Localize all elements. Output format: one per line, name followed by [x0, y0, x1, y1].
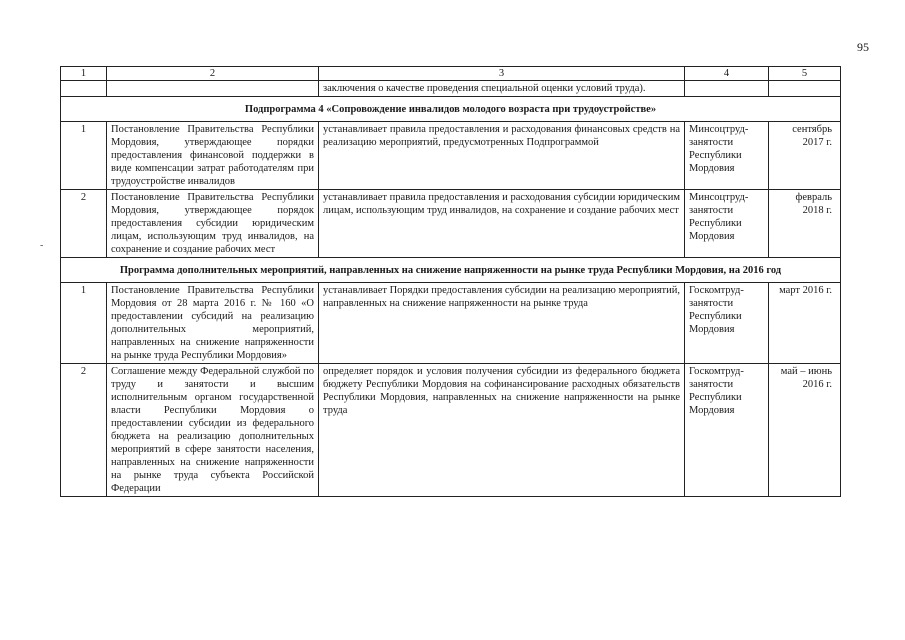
- row-organization: Госкомтруд-занятости Республики Мордовия: [685, 364, 769, 497]
- header-cell-num: 1: [61, 67, 107, 81]
- table-row-continuation: [61, 81, 841, 97]
- row-document: Постановление Правительства Республики Мордовия от 28 марта 2016 г. № 160 «О предоставлении субсидий на реализацию дополнительных мероприятий, направленных на снижение напряженности на рынке труда Республики Мордовия»: [107, 283, 319, 364]
- row-date: февраль 2018 г.: [769, 190, 841, 258]
- row-num: 2: [61, 364, 107, 497]
- row-document: Постановление Правительства Республики Мордовия, утверждающее порядок предоставления субсидии юридическим лицам, использующим труд инвалидов, на сохранение и создание рабочих мест: [107, 190, 319, 258]
- row-document: [107, 81, 319, 97]
- row-description: устанавливает правила предоставления и расходования субсидии юридическим лицам, использующим труд инвалидов, на сохранение и создание рабочих мест: [319, 190, 685, 258]
- section-title-row: [61, 258, 841, 283]
- row-organization: Госкомтруд-занятости Республики Мордовия: [685, 283, 769, 364]
- section-title: Программа дополнительных мероприятий, направленных на снижение напряженности на рынке труда Республики Мордовия, на 2016 год: [61, 258, 841, 283]
- row-document: Соглашение между Федеральной службой по труду и занятости и высшим исполнительным органом государственной власти Республики Мордовия о предоставлении субсидии из федерального бюджета на реализацию дополнительных мероприятий в сфере занятости населения, направленных на снижение напряженности на рынке труда субъекта Российской Федерации: [107, 364, 319, 497]
- row-organization: [685, 81, 769, 97]
- row-document: Постановление Правительства Республики Мордовия, утверждающее порядки предоставления финансовой поддержки в виде компенсации затрат работодателям при трудоустройстве инвалидов: [107, 122, 319, 190]
- row-date: [769, 81, 841, 97]
- row-num: [61, 81, 107, 97]
- header-cell-org: 4: [685, 67, 769, 81]
- header-cell-desc: 3: [319, 67, 685, 81]
- row-date: март 2016 г.: [769, 283, 841, 364]
- table-row: [61, 190, 841, 258]
- row-description: заключения о качестве проведения специальной оценки условий труда).: [319, 81, 685, 97]
- row-date: май – июнь 2016 г.: [769, 364, 841, 497]
- document-table: [60, 66, 841, 497]
- header-cell-doc: 2: [107, 67, 319, 81]
- row-date: сентябрь 2017 г.: [769, 122, 841, 190]
- row-organization: Минсоцтруд-занятости Республики Мордовия: [685, 190, 769, 258]
- row-num: 1: [61, 283, 107, 364]
- header-cell-date: 5: [769, 67, 841, 81]
- row-description: определяет порядок и условия получения субсидии из федерального бюджета бюджету Республики Мордовия на софинансирование расходных обязательств Республики Мордовия, направленных на снижение напряженности на рынке труда: [319, 364, 685, 497]
- stray-mark: -: [40, 240, 44, 251]
- row-num: 1: [61, 122, 107, 190]
- row-description: устанавливает Порядки предоставления субсидии на реализацию мероприятий, направленных на снижение напряженности на рынке труда: [319, 283, 685, 364]
- page-number: 95: [857, 40, 869, 54]
- row-description: устанавливает правила предоставления и расходования финансовых средств на реализацию мероприятий, предусмотренных Подпрограммой: [319, 122, 685, 190]
- row-num: 2: [61, 190, 107, 258]
- header-row: [61, 67, 841, 81]
- section-title: Подпрограмма 4 «Сопровождение инвалидов молодого возраста при трудоустройстве»: [61, 97, 841, 122]
- table-row: [61, 364, 841, 497]
- table-row: [61, 122, 841, 190]
- section-title-row: [61, 97, 841, 122]
- row-organization: Минсоцтруд-занятости Республики Мордовия: [685, 122, 769, 190]
- table-row: [61, 283, 841, 364]
